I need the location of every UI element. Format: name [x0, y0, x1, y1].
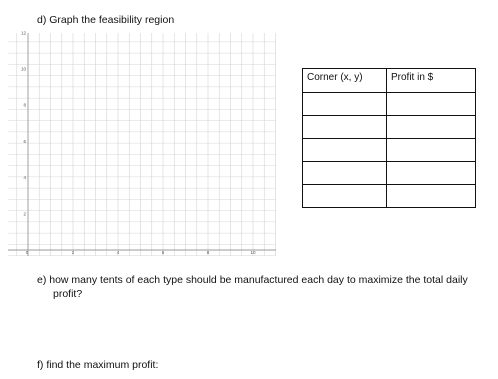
feasibility-graph[interactable]: [0, 0, 290, 262]
table-cell-corner[interactable]: [303, 139, 387, 162]
y-tick-label: 2: [23, 211, 26, 217]
x-tick-label: 8: [206, 250, 210, 255]
x-tick-label: 4: [116, 250, 120, 255]
table-row: [303, 93, 476, 116]
table-row: [303, 139, 476, 162]
y-tick-label: 8: [23, 102, 26, 108]
x-tick-label: 6: [161, 250, 165, 255]
question-f-text: f) find the maximum profit:: [37, 359, 159, 371]
table-cell-profit[interactable]: [387, 116, 476, 139]
y-tick-label: 10: [20, 66, 26, 72]
question-d-text: d) Graph the feasibility region: [37, 14, 175, 26]
column-header-corner: Corner (x, y): [303, 69, 387, 93]
table-row: [303, 116, 476, 139]
table-row: [303, 185, 476, 208]
corner-profit-table: [302, 68, 476, 208]
x-tick-label: 2: [71, 250, 75, 255]
tick-labels: [21, 30, 256, 255]
table-cell-corner[interactable]: [303, 116, 387, 139]
table-cell-profit[interactable]: [387, 93, 476, 116]
question-e-text: e) how many tents of each type should be manufactured each day to maximize the total daily: [37, 274, 468, 286]
axes: [8, 33, 276, 256]
x-tick-label: 10: [250, 250, 256, 255]
table-header-row: [303, 69, 476, 93]
table-cell-profit[interactable]: [387, 185, 476, 208]
column-header-profit: Profit in $: [387, 69, 476, 93]
table-cell-corner[interactable]: [303, 93, 387, 116]
table-row: [303, 162, 476, 185]
y-tick-label: 12: [20, 30, 26, 36]
x-tick-label: 0: [25, 250, 29, 255]
table-cell-profit[interactable]: [387, 139, 476, 162]
table-cell-corner[interactable]: [303, 185, 387, 208]
y-tick-label: 6: [23, 138, 26, 144]
table-cell-corner[interactable]: [303, 162, 387, 185]
y-tick-label: 4: [23, 175, 26, 181]
question-e-continuation: profit?: [53, 288, 83, 300]
grid-lines: [8, 33, 276, 256]
table-cell-profit[interactable]: [387, 162, 476, 185]
